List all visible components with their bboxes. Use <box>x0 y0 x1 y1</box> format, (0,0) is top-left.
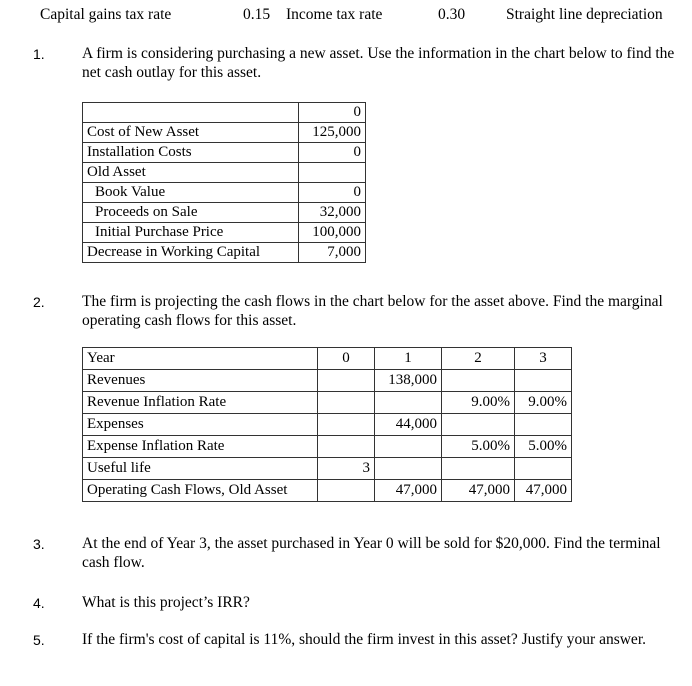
table-cell <box>318 414 375 436</box>
table-cell: 138,000 <box>375 370 442 392</box>
table-cell: 47,000 <box>442 480 515 502</box>
table-cell: 0 <box>299 103 366 123</box>
table-cell: 0 <box>299 183 366 203</box>
depreciation-label: Straight line depreciation <box>506 6 663 23</box>
table-cell <box>375 458 442 480</box>
table-cell: 44,000 <box>375 414 442 436</box>
table-cell <box>375 392 442 414</box>
table-row <box>83 414 572 436</box>
question-3-number: 3. <box>33 536 45 552</box>
table-row <box>83 143 366 163</box>
table-row <box>83 223 366 243</box>
income-tax-label: Income tax rate <box>286 6 383 23</box>
question-5-number: 5. <box>33 632 45 648</box>
table-cell <box>318 370 375 392</box>
table-cell: 3 <box>318 458 375 480</box>
table-cell: 2 <box>442 348 515 370</box>
table-cell: Cost of New Asset <box>83 123 299 143</box>
table-row <box>83 458 572 480</box>
table-row <box>83 436 572 458</box>
table-cell <box>318 436 375 458</box>
table-row <box>83 123 366 143</box>
table-row <box>83 183 366 203</box>
table-cell: Operating Cash Flows, Old Asset <box>83 480 318 502</box>
table-cell: Decrease in Working Capital <box>83 243 299 263</box>
table-cell: 5.00% <box>515 436 572 458</box>
table-cell <box>442 370 515 392</box>
table-cell: Expenses <box>83 414 318 436</box>
table-cell <box>83 103 299 123</box>
table-cell: Old Asset <box>83 163 299 183</box>
table-row <box>83 163 366 183</box>
table-cell: 47,000 <box>515 480 572 502</box>
table-cell: Revenue Inflation Rate <box>83 392 318 414</box>
table-row <box>83 203 366 223</box>
question-1-text: A firm is considering purchasing a new asset. Use the information in the chart below to find the net cash outlay for this asset. <box>82 45 675 81</box>
table-cell: Revenues <box>83 370 318 392</box>
table-cell <box>442 458 515 480</box>
question-4-number: 4. <box>33 595 45 611</box>
question-2-number: 2. <box>33 294 45 310</box>
question-4-text: What is this project’s IRR? <box>82 594 250 611</box>
table-cell <box>318 392 375 414</box>
table-cell: 0 <box>318 348 375 370</box>
table-cell: 9.00% <box>442 392 515 414</box>
question-3-text: At the end of Year 3, the asset purchased in Year 0 will be sold for $20,000. Find the terminal cash flow. <box>82 535 661 571</box>
table-row <box>83 348 572 370</box>
income-tax-value: 0.30 <box>438 6 466 23</box>
table-cell: Initial Purchase Price <box>83 223 299 243</box>
table-cell <box>299 163 366 183</box>
asset-cost-table <box>82 102 366 263</box>
table-cell: 5.00% <box>442 436 515 458</box>
table-cell: Book Value <box>83 183 299 203</box>
table-cell <box>515 414 572 436</box>
table-cell: Year <box>83 348 318 370</box>
table-cell <box>442 414 515 436</box>
table-cell <box>515 458 572 480</box>
table-cell <box>375 436 442 458</box>
table-row <box>83 480 572 502</box>
cash-flow-table <box>82 347 572 502</box>
question-1-number: 1. <box>33 46 45 62</box>
table-row <box>83 392 572 414</box>
table-row <box>83 103 366 123</box>
table-cell: 3 <box>515 348 572 370</box>
question-5-text: If the firm's cost of capital is 11%, should the firm invest in this asset? Justify your answer. <box>82 631 646 648</box>
capital-gains-label: Capital gains tax rate <box>40 6 172 23</box>
table-cell: Installation Costs <box>83 143 299 163</box>
capital-gains-value: 0.15 <box>243 6 271 23</box>
table-cell: Expense Inflation Rate <box>83 436 318 458</box>
table-cell <box>318 480 375 502</box>
table-row <box>83 370 572 392</box>
table-cell: Proceeds on Sale <box>83 203 299 223</box>
table-cell: 0 <box>299 143 366 163</box>
table-cell <box>515 370 572 392</box>
table-cell: 100,000 <box>299 223 366 243</box>
table-row <box>83 243 366 263</box>
table-cell: 1 <box>375 348 442 370</box>
table-cell: 32,000 <box>299 203 366 223</box>
table-cell: 7,000 <box>299 243 366 263</box>
table-cell: 125,000 <box>299 123 366 143</box>
table-cell: Useful life <box>83 458 318 480</box>
table-cell: 47,000 <box>375 480 442 502</box>
table-cell: 9.00% <box>515 392 572 414</box>
question-2-text: The firm is projecting the cash flows in the chart below for the asset above. Find the marginal operating cash flows for this asset. <box>82 293 663 329</box>
